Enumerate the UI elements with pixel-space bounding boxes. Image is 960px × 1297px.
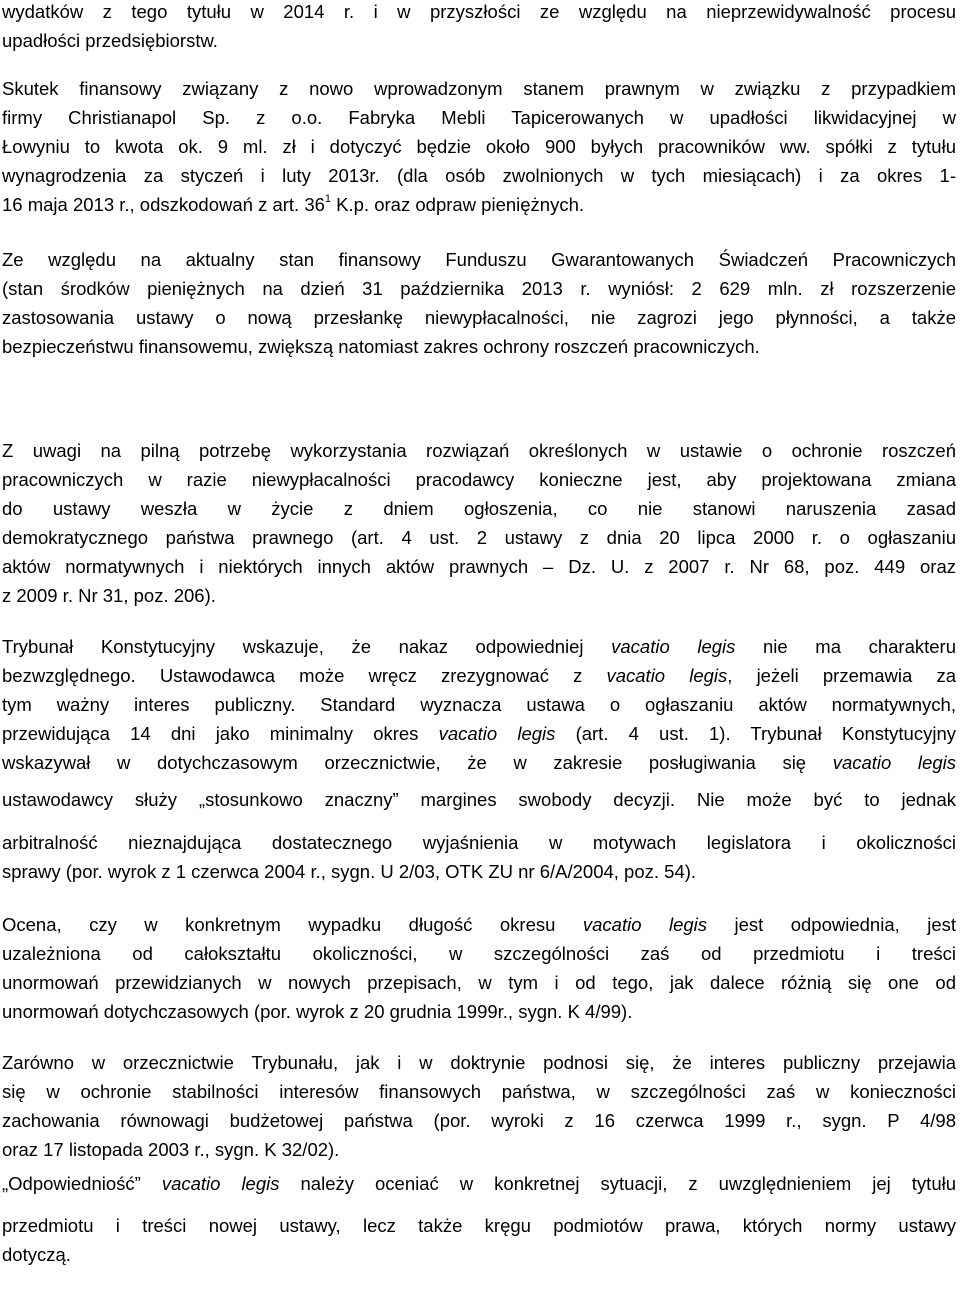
text-line: Zarówno w orzecznictwie Trybunału, jak i w doktrynie podnosi się, że interes publiczny przejawia [2,1052,956,1073]
text-run: 16 maja 2013 r., odszkodowań z art. 36 [2,194,325,215]
italic-term: vacatio legis [161,1173,280,1194]
italic-term: vacatio legis [611,636,736,657]
text-line: zastosowania ustawy o nową przesłankę niewypłacalności, nie zagrozi jego płynności, a także [2,307,956,328]
italic-term: vacatio legis [438,723,556,744]
text-line: sprawy (por. wyrok z 1 czerwca 2004 r., sygn. U 2/03, OTK ZU nr 6/A/2004, poz. 54). [2,861,697,882]
text-run: przewidująca 14 dni jako minimalny okres [2,723,439,744]
text-line: pracowniczych w razie niewypłacalności pracodawcy konieczne jest, aby projektowana zmiana [2,469,956,490]
text-line: wynagrodzenia za styczeń i luty 2013r. (dla osób zwolnionych w tych miesiącach) i za okres 1- [2,165,956,186]
text-run: Ocena, czy w konkretnym wypadku długość okresu [2,914,583,935]
text-line: arbitralność nieznajdująca dostatecznego wyjaśnienia w motywach legislatora i okoliczności [2,832,956,853]
text-line [2,748,956,777]
text-line: dotyczą. [2,1244,71,1265]
text-line: tym ważny interes publiczny. Standard wyznacza ustawa o ogłaszaniu aktów normatywnych, [2,694,956,715]
text-line [2,719,956,748]
text-line: Łowyniu to kwota ok. 9 ml. zł i dotyczyć będzie około 900 byłych pracowników ww. spółki z tytułu [2,136,956,157]
text-run: „Odpowiedniość” [2,1173,162,1194]
italic-term: vacatio legis [606,665,728,686]
italic-term: vacatio legis [582,914,708,935]
text-line: Skutek finansowy związany z nowo wprowadzonym stanem prawnym w związku z przypadkiem [2,78,956,99]
text-run: (art. 4 ust. 1). Trybunał Konstytucyjny [555,723,956,744]
text-line: z 2009 r. Nr 31, poz. 206). [2,585,216,606]
text-run: nie ma charakteru [735,636,956,657]
paragraph-8 [2,1169,956,1198]
superscript: 1 [324,192,332,205]
text-line: unormowań dotychczasowych (por. wyrok z 20 grudnia 1999r., sygn. K 4/99). [2,1001,633,1022]
text-run: K.p. oraz odpraw pieniężnych. [331,194,585,215]
text-run: jest odpowiednia, jest [707,914,956,935]
text-line: demokratycznego państwa prawnego (art. 4 ust. 2 ustawy z dnia 20 lipca 2000 r. o ogłaszaniu [2,527,956,548]
text-line: wydatków z tego tytułu w 2014 r. i w przyszłości ze względu na nieprzewidywalność procesu [2,1,956,22]
text-run: bezwzględnego. Ustawodawca może wręcz zrezygnować z [2,665,607,686]
text-run: , jeżeli przemawia za [727,665,956,686]
text-line: Z uwagi na pilną potrzebę wykorzystania rozwiązań określonych w ustawie o ochronie roszczeń [2,440,956,461]
text-line [2,632,956,661]
text-run: należy oceniać w konkretnej sytuacji, z uwzględnieniem jej tytułu [279,1173,956,1194]
text-line: oraz 17 listopada 2003 r., sygn. K 32/02). [2,1139,340,1160]
text-run: Trybunał Konstytucyjny wskazuje, że nakaz odpowiedniej [2,636,612,657]
text-line [2,661,956,690]
paragraph-6 [2,910,956,1026]
paragraph-5-cont-2 [2,828,956,886]
italic-term: vacatio legis [832,752,956,773]
text-line [2,1169,956,1198]
text-line: ustawodawcy służy „stosunkowo znaczny” margines swobody decyzji. Nie może być to jednak [2,789,956,810]
paragraph-8-cont [2,1211,956,1269]
text-line: aktów normatywnych i niektórych innych aktów prawnych – Dz. U. z 2007 r. Nr 68, poz. 449 oraz [2,556,956,577]
text-line: Ze względu na aktualny stan finansowy Funduszu Gwarantowanych Świadczeń Pracowniczych [2,249,956,270]
text-line [2,910,956,939]
text-line: zachowania równowagi budżetowej państwa (por. wyroki z 16 czerwca 1999 r., sygn. P 4/98 [2,1110,956,1131]
text-line [2,190,956,219]
text-line: się w ochronie stabilności interesów finansowych państwa, w szczególności zaś w konieczności [2,1081,956,1102]
paragraph-5-cont [2,785,956,814]
text-line: firmy Christianapol Sp. z o.o. Fabryka Mebli Tapicerowanych w upadłości likwidacyjnej w [2,107,956,128]
paragraph-2 [2,74,956,219]
paragraph-4 [2,436,956,610]
text-line: unormowań przewidzianych w nowych przepisach, w tym i od tego, jak dalece różnią się one od [2,972,956,993]
paragraph-7 [2,1048,956,1164]
paragraph-5 [2,632,956,777]
text-line: upadłości przedsiębiorstw. [2,30,218,51]
paragraph-3 [2,245,956,361]
text-line: (stan środków pieniężnych na dzień 31 października 2013 r. wyniósł: 2 629 mln. zł rozszerzenie [2,278,956,299]
text-line: uzależniona od całokształtu okoliczności, w szczególności zaś od przedmiotu i treści [2,943,956,964]
text-line: przedmiotu i treści nowej ustawy, lecz także kręgu podmiotów prawa, których normy ustawy [2,1215,956,1236]
text-line: do ustawy weszła w życie z dniem ogłoszenia, co nie stanowi naruszenia zasad [2,498,956,519]
text-run: wskazywał w dotychczasowym orzecznictwie, że w zakresie posługiwania się [2,752,833,773]
text-line: bezpieczeństwu finansowemu, zwiększą natomiast zakres ochrony roszczeń pracowniczych. [2,336,760,357]
paragraph-1 [2,0,956,55]
